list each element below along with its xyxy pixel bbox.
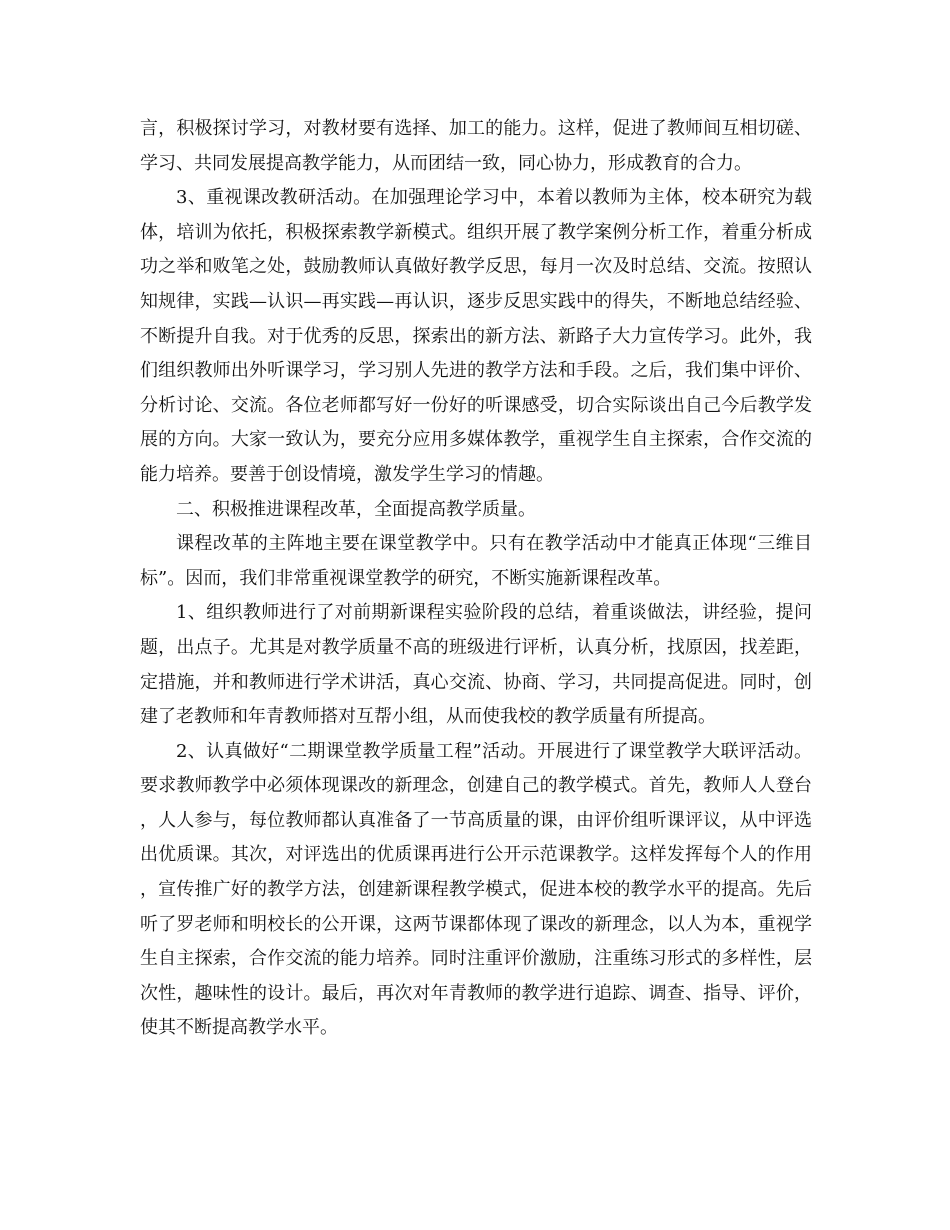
paragraph-1: 言，积极探讨学习，对教材要有选择、加工的能力。这样，促进了教师间互相切磋、学习、共同发展提高教学能力，从而团结一致，同心协力，形成教育的合力。 (140, 118, 812, 174)
paragraph-6: 2、认真做好“二期课堂教学质量工程”活动。开展进行了课堂教学大联评活动。要求教师教学中必须体现课改的新理念，创建自己的教学模式。首先，教师人人登台，人人参与，每位教师都认真准备了一节高质量的课，由评价组听课评议，从中评选出优质课。其次，对评选出的优质课再进行公开示范课教学。这样发挥每个人的作用，宣传推广好的教学方法，创建新课程教学模式，促进本校的教学水平的提高。先后听了罗老师和明校长的公开课，这两节课都体现了课改的新理念，以人为本，重视学生自主探索，合作交流的能力培养。同时注重评价激励，注重练习形式的多样性，层次性，趣味性的设计。最后，再次对年青教师的教学进行追踪、调查、指导、评价，使其不断提高教学水平。 (140, 740, 812, 1039)
paragraph-5: 1、组织教师进行了对前期新课程实验阶段的总结，着重谈做法，讲经验，提问题，出点子。尤其是对教学质量不高的班级进行评析，认真分析，找原因，找差距，定措施，并和教师进行学术讲活，真心交流、协商、学习，共同提高促进。同时，创建了老教师和年青教师搭对互帮小组，从而使我校的教学质量有所提高。 (140, 602, 812, 728)
section-heading: 二、积极推进课程改革，全面提高教学质量。 (176, 498, 536, 520)
paragraph-2: 3、重视课改教研活动。在加强理论学习中，本着以教师为主体，校本研究为载体，培训为依托，积极探索教学新模式。组织开展了教学案例分析工作，着重分析成功之举和败笔之处，鼓励教师认真做好教学反思，每月一次及时总结、交流。按照认知规律，实践—认识—再实践—再认识，逐步反思实践中的得失，不断地总结经验、不断提升自我。对于优秀的反思，探索出的新方法、新路子大力宣传学习。此外，我们组织教师出外听课学习，学习别人先进的教学方法和手段。之后，我们集中评价、分析讨论、交流。各位老师都写好一份好的听课感受，切合实际谈出自己今后教学发展的方向。大家一致认为，要充分应用多媒体教学，重视学生自主探索，合作交流的能力培养。要善于创设情境，激发学生学习的情趣。 (140, 187, 812, 485)
paragraph-4: 课程改革的主阵地主要在课堂教学中。只有在教学活动中才能真正体现“三维目标”。因而，我们非常重视课堂教学的研究，不断实施新课程改革。 (140, 533, 812, 589)
document-body (140, 112, 812, 1046)
